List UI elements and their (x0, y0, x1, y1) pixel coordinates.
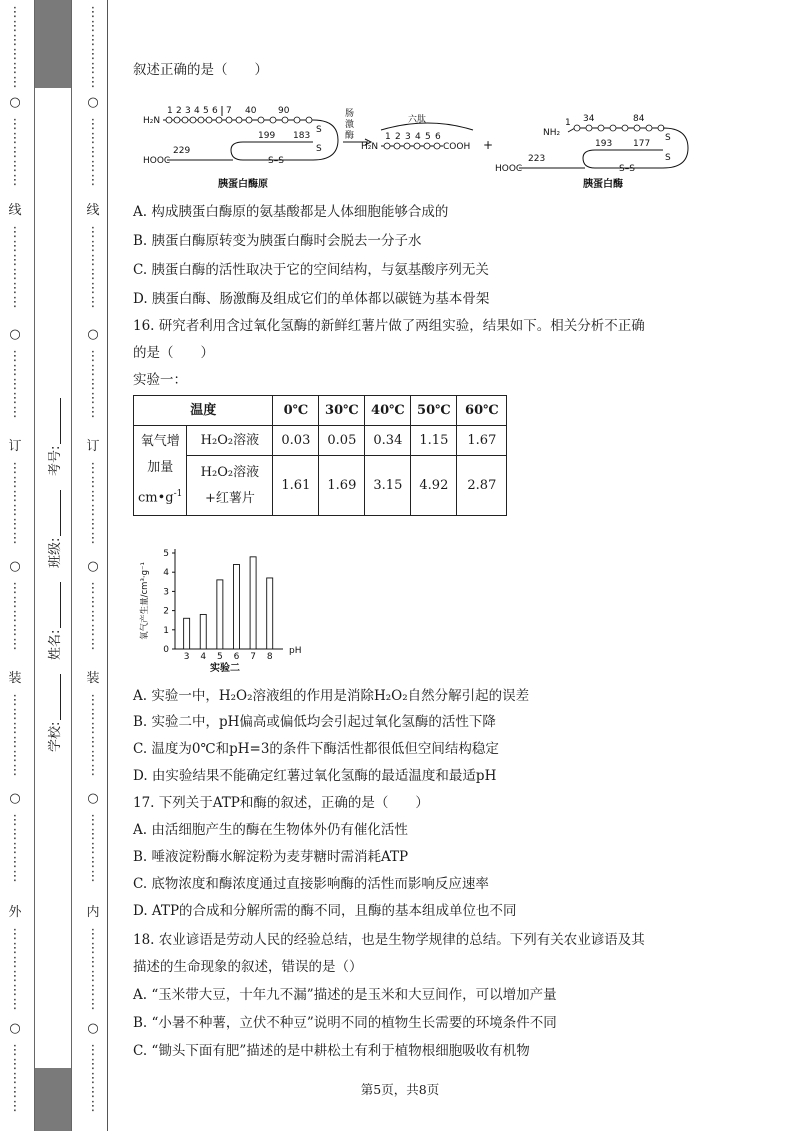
svg-text:6: 6 (212, 106, 218, 116)
svg-text:6: 6 (435, 132, 441, 142)
strip-top-block (35, 0, 71, 88)
svg-text:+: + (483, 138, 494, 152)
q18-option-b: B. “小暑不种薯，立伏不种豆”说明不同的植物生长需要的环境条件不同 (133, 1015, 557, 1031)
svg-text:84: 84 (633, 114, 645, 124)
school-field[interactable]: 学校: (44, 672, 63, 752)
y-tick-label: 1 (163, 625, 169, 636)
svg-text:90: 90 (278, 106, 290, 116)
inner-mark-xian: 线 (86, 203, 100, 218)
oxygen-row-label: 氧气增 加量 $cm•g^{-1}$ (134, 426, 187, 516)
q17-stem: 17. 下列关于ATP和酶的叙述，正确的是（ ） (133, 795, 429, 811)
svg-text:S: S (665, 133, 671, 143)
svg-text:4: 4 (194, 106, 200, 116)
svg-text:193: 193 (595, 139, 613, 149)
outer-mark-xian: 线 (8, 203, 22, 218)
svg-text:3: 3 (185, 106, 191, 116)
inner-mark-nei: 内 (86, 905, 100, 920)
bar (184, 618, 190, 649)
svg-text:2: 2 (176, 106, 182, 116)
svg-text:5: 5 (425, 132, 431, 142)
q16-stem-line1: 16. 研究者利用含过氧化氢酶的新鲜红薯片做了两组实验，结果如下。相关分析不正确 (133, 318, 645, 334)
q15-option-b: B. 胰蛋白酶原转变为胰蛋白酶时会脱去一分子水 (133, 233, 422, 249)
svg-text:2: 2 (395, 132, 401, 142)
svg-text:S–S: S–S (619, 164, 635, 174)
margin-rule (107, 0, 108, 1131)
y-tick-label: 4 (163, 568, 169, 579)
trypsinogen-diagram (143, 102, 693, 192)
svg-text:S: S (316, 144, 322, 154)
bar (267, 578, 273, 649)
hooc-label: HOOC (143, 156, 171, 166)
exam-number-field[interactable]: 考号: (44, 396, 63, 476)
outer-dotted-column: ⋮ ⋮ ⋮ ⋮ ⋮ ⋮ ○ ⋮ ⋮ ⋮ ⋮ ⋮ 线 ⋮ ⋮ ⋮ ⋮ ⋮ ⋮ ○ ⋮ ⋮ ⋮ ⋮ ⋮ 订 ⋮ ⋮ ⋮ ⋮ ⋮ ⋮ ○ ⋮ ⋮ ⋮ ⋮ ⋮ 装 ⋮ ⋮ ⋮ ⋮ ⋮ ⋮ ○ ⋮ ⋮ ⋮ ⋮ ⋮ 外 ⋮ ⋮ ⋮ ⋮ ⋮ ⋮ ○ ⋮ ⋮ ⋮ ⋮ ⋮ (4, 0, 26, 1131)
q15-option-c: C. 胰蛋白酶的活性取决于它的空间结构，与氨基酸序列无关 (133, 262, 489, 278)
chart-title: 实验二 (210, 663, 240, 674)
trypsin-caption: 胰蛋白酶 (583, 179, 623, 190)
bar (200, 614, 206, 649)
bar (217, 580, 223, 649)
outer-mark-zhuang: 装 (8, 671, 22, 686)
svg-text:34: 34 (583, 114, 595, 124)
x-tick-label: 3 (183, 652, 190, 662)
svg-text:40: 40 (245, 106, 257, 116)
student-info (44, 360, 68, 780)
svg-text:肠: 肠 (345, 109, 355, 119)
ph-bar-chart (133, 545, 313, 675)
svg-text:COOH: COOH (443, 142, 471, 152)
svg-text:S: S (316, 125, 322, 135)
binding-margin (0, 0, 110, 1131)
svg-text:酶: 酶 (345, 131, 355, 141)
class-field[interactable]: 班级: (44, 488, 63, 568)
q16-option-b: B. 实验二中，pH偏高或偏低均会引起过氧化氢酶的活性下降 (133, 714, 496, 730)
y-tick-label: 5 (163, 549, 169, 559)
q15-stem: 叙述正确的是（ ） (133, 62, 268, 78)
h2n-label: H₂N (143, 116, 161, 126)
svg-text:1: 1 (167, 106, 173, 116)
trypsinogen-caption: 胰蛋白酶原 (218, 179, 268, 190)
svg-text:5: 5 (203, 106, 209, 116)
q17-option-d: D. ATP的合成和分解所需的酶不同，且酶的基本组成单位也不同 (133, 903, 517, 919)
experiment1-label: 实验一： (133, 372, 187, 388)
h2o2-row-name: H₂O₂溶液 (187, 426, 273, 456)
svg-text:229: 229 (173, 146, 191, 156)
x-tick-label: 7 (250, 652, 256, 662)
q16-option-a: A. 实验一中，H₂O₂溶液组的作用是消除H₂O₂自然分解引起的误差 (133, 688, 530, 704)
bar (250, 557, 256, 649)
inner-dotted-column: ⋮ ⋮ ⋮ ⋮ ⋮ ⋮ ○ ⋮ ⋮ ⋮ ⋮ ⋮ 线 ⋮ ⋮ ⋮ ⋮ ⋮ ⋮ ○ ⋮ ⋮ ⋮ ⋮ ⋮ 订 ⋮ ⋮ ⋮ ⋮ ⋮ ⋮ ○ ⋮ ⋮ ⋮ ⋮ ⋮ 装 ⋮ ⋮ ⋮ ⋮ ⋮ ⋮ ○ ⋮ ⋮ ⋮ ⋮ ⋮ 内 ⋮ ⋮ ⋮ ⋮ ⋮ ⋮ ○ ⋮ ⋮ ⋮ ⋮ ⋮ (82, 0, 104, 1131)
temp-header: 温度 (134, 396, 273, 426)
x-tick-label: 5 (216, 652, 223, 662)
outer-mark-wai: 外 (8, 905, 22, 920)
svg-text:183: 183 (293, 131, 311, 141)
inner-mark-ding: 订 (86, 439, 100, 454)
strip-bottom-block (35, 1068, 71, 1131)
h2o2-potato-row-name: H₂O₂溶液 +红薯片 (187, 456, 273, 516)
svg-text:7: 7 (226, 106, 232, 116)
svg-text:H₂N: H₂N (361, 142, 379, 152)
hexapeptide-label: 六肽 (408, 115, 427, 125)
q16-option-d: D. 由实验结果不能确定红薯过氧化氢酶的最适温度和最适pH (133, 768, 497, 784)
x-tick-label: 6 (233, 652, 240, 662)
svg-text:HOOC: HOOC (495, 164, 523, 174)
q16-stem-line2: 的是（ ） (133, 345, 214, 361)
temperature-table: 温度 0℃ 30℃ 40℃ 50℃ 60℃ 氧气增 加量 $cm•g^{-1}$ H₂O₂溶液 0.03 0.05 0.34 1.15 1.67 H₂O₂溶液 +红薯片 1.61 1.69 3.15 4.92 2.87 (133, 395, 507, 516)
q17-option-b: B. 唾液淀粉酶水解淀粉为麦芽糖时需消耗ATP (133, 849, 409, 865)
x-tick-label: 8 (266, 652, 273, 662)
q18-stem-line1: 18. 农业谚语是劳动人民的经验总结，也是生物学规律的总结。下列有关农业谚语及其 (133, 932, 645, 948)
svg-text:1: 1 (565, 118, 571, 128)
svg-text:S: S (665, 153, 671, 163)
svg-text:4: 4 (415, 132, 421, 142)
svg-text:S–S: S–S (268, 156, 284, 166)
inner-mark-zhuang: 装 (86, 671, 100, 686)
q15-option-d: D. 胰蛋白酶、肠激酶及组成它们的单体都以碳链为基本骨架 (133, 291, 490, 307)
svg-text:1: 1 (385, 132, 391, 142)
svg-text:激: 激 (345, 120, 355, 130)
svg-text:3: 3 (405, 132, 411, 142)
y-tick-label: 0 (163, 645, 169, 655)
outer-mark-ding: 订 (8, 439, 22, 454)
name-field[interactable]: 姓名: (44, 580, 63, 660)
q18-option-c: C. “锄头下面有肥”描述的是中耕松土有利于植物根细胞吸收有机物 (133, 1043, 530, 1059)
svg-text:223: 223 (528, 154, 546, 164)
q18-stem-line2: 描述的生命现象的叙述，错误的是（） (133, 959, 363, 975)
svg-text:177: 177 (633, 139, 651, 149)
q17-option-a: A. 由活细胞产生的酶在生物体外仍有催化活性 (133, 822, 408, 838)
x-tick-label: 4 (200, 652, 207, 662)
svg-text:199: 199 (258, 131, 276, 141)
q18-option-a: A. “玉米带大豆，十年九不漏”描述的是玉米和大豆间作，可以增加产量 (133, 987, 557, 1003)
x-axis-label: pH (289, 646, 302, 656)
y-tick-label: 3 (163, 587, 169, 598)
y-axis-label: 氧气产生量/cm³·g⁻¹ (140, 562, 150, 640)
nh2-label: NH₂ (543, 128, 561, 138)
q17-option-c: C. 底物浓度和酶浓度通过直接影响酶的活性而影响反应速率 (133, 876, 489, 892)
q16-option-c: C. 温度为0℃和pH=3的条件下酶活性都很低但空间结构稳定 (133, 741, 499, 757)
page-footer: 第5页，共8页 (360, 1082, 440, 1097)
bar (233, 565, 239, 649)
q15-option-a: A. 构成胰蛋白酶原的氨基酸都是人体细胞能够合成的 (133, 204, 449, 220)
y-tick-label: 2 (163, 606, 169, 617)
